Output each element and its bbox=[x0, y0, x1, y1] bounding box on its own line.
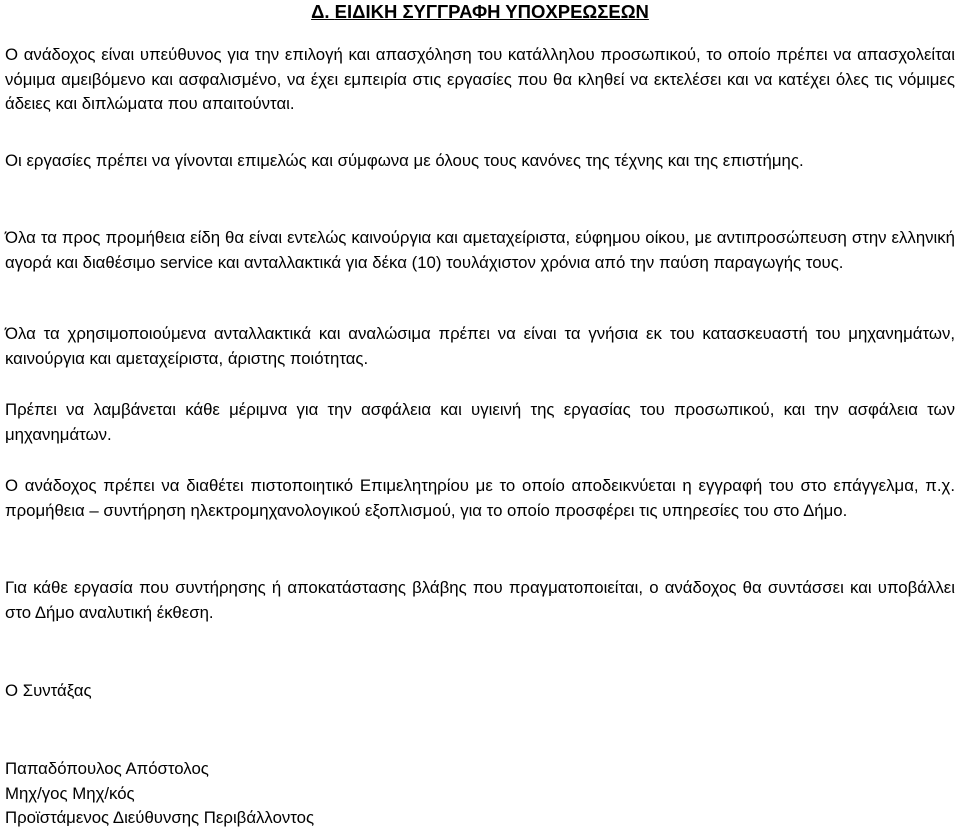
document-page bbox=[5, 0, 955, 827]
paragraph-staffing: Ο ανάδοχος είναι υπεύθυνος για την επιλογή και απασχόληση του κατάλληλου προσωπικού, το οποίο πρέπει να απασχολείται νόμιμα αμειβόμενο και ασφαλισμένο, να έχει εμπειρία στις εργασίες που θα κληθεί να εκτελέσει και να κατέχει όλες τις νόμιμες άδειες και διπλώματα που απαιτούνται. bbox=[5, 45, 955, 113]
paragraph-report: Για κάθε εργασία που συντήρησης ή αποκατάστασης βλάβης που πραγματοποιείται, ο ανάδοχος θα συντάσσει και υποβάλλει στο Δήμο αναλυτική έκθεση. bbox=[5, 578, 955, 622]
paragraph-workmanship: Οι εργασίες πρέπει να γίνονται επιμελώς και σύμφωνα με όλους τους κανόνες της τέχνης και της επιστήμης. bbox=[5, 151, 804, 170]
paragraph-safety: Πρέπει να λαμβάνεται κάθε μέριμνα για την ασφάλεια και υγιεινή της εργασίας του προσωπικού, και την ασφάλεια των μηχανημάτων. bbox=[5, 400, 955, 444]
signature-name: Παπαδόπουλος Απόστολος bbox=[5, 759, 209, 778]
paragraph-spare-parts: Όλα τα χρησιμοποιούμενα ανταλλακτικά και αναλώσιμα πρέπει να είναι τα γνήσια εκ του κατασκευαστή του μηχανημάτων, καινούργια και αμεταχείριστα, άριστης ποιότητας. bbox=[5, 324, 955, 368]
section-title bbox=[5, 0, 955, 23]
paragraph-new-equipment: Όλα τα προς προμήθεια είδη θα είναι εντελώς καινούργια και αμεταχείριστα, εύφημου οίκου, με αντιπροσώπευση στην ελληνική αγορά και διαθέσιμο service και ανταλλακτικά για δέκα (10) τουλάχιστον χρόνια από την παύση παραγωγής τους. bbox=[5, 228, 955, 272]
section-letter: Δ. bbox=[311, 1, 335, 22]
signature-role: Ο Συντάξας bbox=[5, 681, 92, 700]
section-title-text: ΕΙΔΙΚΗ ΣΥΓΓΡΑΦΗ ΥΠΟΧΡΕΩΣΕΩΝ bbox=[334, 1, 649, 22]
paragraph-certificate: Ο ανάδοχος πρέπει να διαθέτει πιστοποιητικό Επιμελητηρίου με το οποίο αποδεικνύεται η εγγραφή του στο επάγγελμα, π.χ. προμήθεια – συντήρηση ηλεκτρομηχανολογικού εξοπλισμού, για το οποίο προσφέρει τις υπηρεσίες του στο Δήμο. bbox=[5, 476, 955, 520]
signature-title: Μηχ/γος Μηχ/κός bbox=[5, 783, 135, 803]
signature-position: Προϊστάμενος Διεύθυνσης Περιβάλλοντος bbox=[5, 808, 315, 827]
signature-block bbox=[5, 757, 314, 831]
